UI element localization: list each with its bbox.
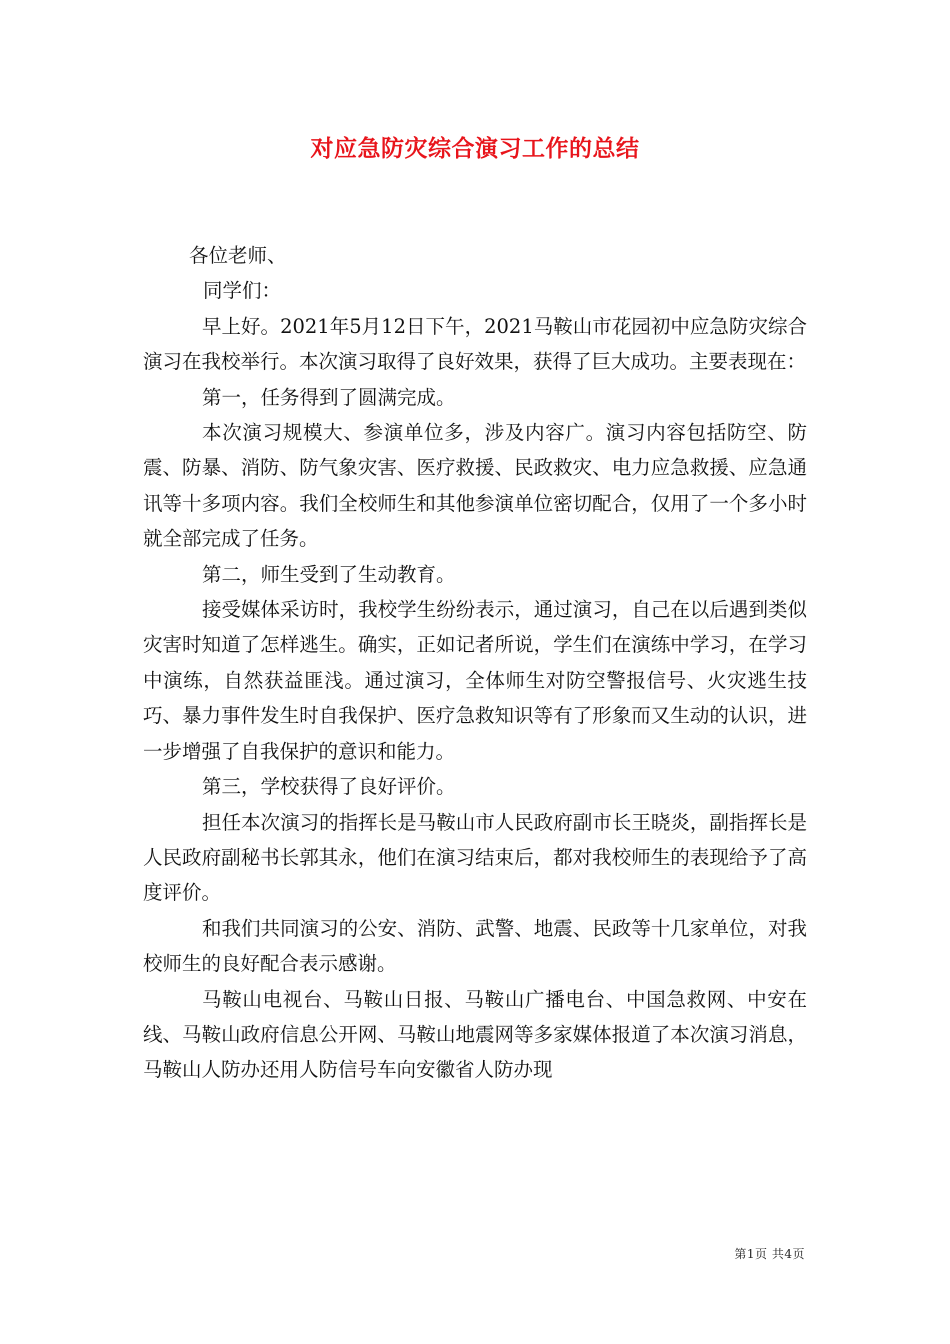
document-body (143, 238, 807, 1088)
paragraph-point-2-body: 接受媒体采访时，我校学生纷纷表示，通过演习，自己在以后遇到类似灾害时知道了怎样逃生。确实，正如记者所说，学生们在演练中学习，在学习中演练，自然获益匪浅。通过演习，全体师生对防空警报信号、火灾逃生技巧、暴力事件发生时自我保护、医疗急救知识等有了形象而又生动的认识，进一步增强了自我保护的意识和能力。 (143, 598, 807, 763)
page-indicator: 第1页 共4页 (734, 1247, 805, 1261)
paragraph-point-3-units: 和我们共同演习的公安、消防、武警、地震、民政等十几家单位，对我校师生的良好配合表示感谢。 (143, 916, 807, 976)
paragraph-point-1-body: 本次演习规模大、参演单位多，涉及内容广。演习内容包括防空、防震、防暴、消防、防气象灾害、医疗救援、民政救灾、电力应急救援、应急通讯等十多项内容。我们全校师生和其他参演单位密切配合，仅用了一个多小时就全部完成了任务。 (143, 421, 807, 551)
document-title: 对应急防灾综合演习工作的总结 (310, 135, 640, 162)
paragraph-point-3-media: 马鞍山电视台、马鞍山日报、马鞍山广播电台、中国急救网、中安在线、马鞍山政府信息公开网、马鞍山地震网等多家媒体报道了本次演习消息，马鞍山人防办还用人防信号车向安徽省人防办现 (143, 987, 807, 1082)
paragraph-point-3-body: 担任本次演习的指挥长是马鞍山市人民政府副市长王晓炎，副指挥长是人民政府副秘书长郭其永，他们在演习结束后，都对我校师生的表现给予了高度评价。 (143, 810, 807, 905)
salutation-line-2: 同学们： (203, 279, 282, 303)
salutation-line-1: 各位老师、 (189, 244, 287, 267)
paragraph-intro: 早上好。2021年5月12日下午，2021马鞍山市花园初中应急防灾综合演习在我校举行。本次演习取得了良好效果，获得了巨大成功。主要表现在： (143, 314, 807, 374)
paragraph-point-1-heading: 第一，任务得到了圆满完成。 (202, 385, 456, 409)
paragraph-point-3-heading: 第三，学校获得了良好评价。 (202, 775, 456, 799)
paragraph-point-2-heading: 第二，师生受到了生动教育。 (202, 562, 456, 586)
